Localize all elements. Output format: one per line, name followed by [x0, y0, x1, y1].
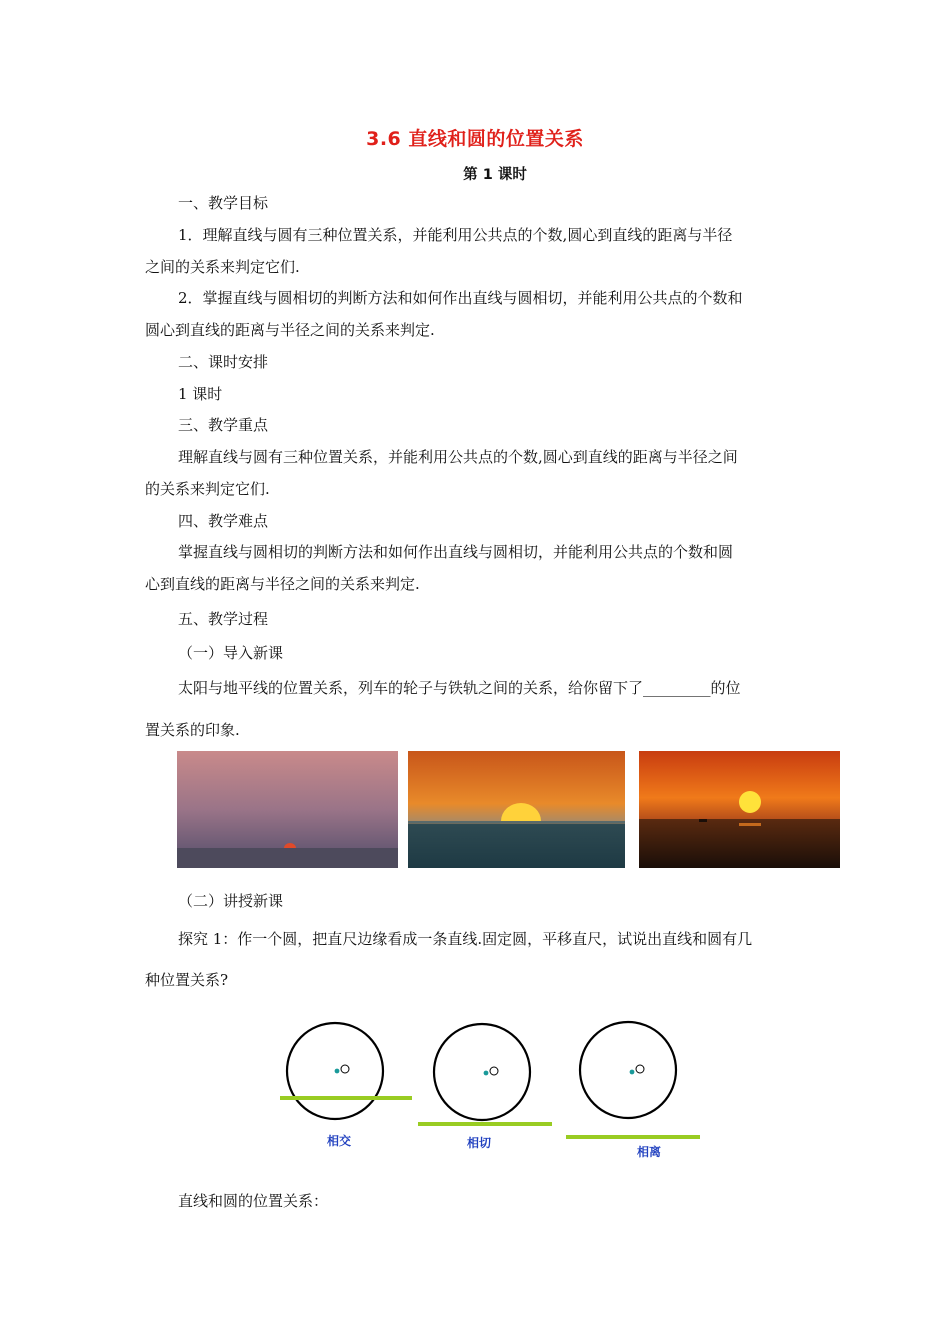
line-circle-diagram	[270, 1015, 710, 1165]
lesson-subtitle: 第 1 课时	[463, 167, 527, 183]
section-heading-key-points: 三、教学重点	[178, 416, 269, 434]
difficulties-line-1: 掌握直线与圆相切的判断方法和如何作出直线与圆相切，并能利用公共点的个数和圆	[178, 543, 734, 561]
tangent-figure	[418, 1024, 552, 1150]
intro-line-1: 太阳与地平线的位置关系，列车的轮子与铁轨之间的关系，给你留下了_________的位	[178, 679, 741, 697]
difficulties-line-2: 心到直线的距离与半径之间的关系来判定.	[145, 575, 420, 593]
section-heading-objectives: 一、教学目标	[178, 194, 269, 212]
schedule-text: 1 课时	[178, 385, 223, 403]
section-heading-difficulties: 四、教学难点	[178, 512, 269, 530]
sunset-photo-3	[639, 751, 840, 868]
position-relation-line: 直线和圆的位置关系：	[178, 1192, 329, 1210]
explore-line-2: 种位置关系?	[145, 971, 229, 989]
sunset-photo-2	[408, 751, 625, 868]
intro-line-2: 置关系的印象.	[145, 721, 240, 739]
objective-1-line-2: 之间的关系来判定它们.	[145, 258, 300, 276]
subsection-heading-new-lesson: （二）讲授新课	[178, 892, 284, 910]
label-intersect: 相交	[327, 1134, 352, 1148]
section-heading-process: 五、教学过程	[178, 610, 269, 628]
section-heading-schedule: 二、课时安排	[178, 353, 269, 371]
sunset-photo-1	[177, 751, 398, 868]
label-separate: 相离	[637, 1145, 662, 1159]
separate-figure	[566, 1022, 700, 1159]
key-points-line-1: 理解直线与圆有三种位置关系，并能利用公共点的个数,圆心到直线的距离与半径之间	[178, 448, 738, 466]
intersect-figure	[280, 1023, 412, 1148]
objective-2-line-2: 圆心到直线的距离与半径之间的关系来判定.	[145, 321, 435, 339]
objective-1-line-1: 1．理解直线与圆有三种位置关系，并能利用公共点的个数,圆心到直线的距离与半径	[178, 226, 733, 244]
page-title: 3.6 直线和圆的位置关系	[366, 128, 584, 150]
label-tangent: 相切	[467, 1136, 492, 1150]
key-points-line-2: 的关系来判定它们.	[145, 480, 270, 498]
subsection-heading-intro: （一）导入新课	[178, 644, 284, 662]
explore-line-1: 探究 1：作一个圆，把直尺边缘看成一条直线.固定圆，平移直尺，试说出直线和圆有几	[178, 930, 753, 948]
objective-2-line-1: 2．掌握直线与圆相切的判断方法和如何作出直线与圆相切，并能利用公共点的个数和	[178, 289, 743, 307]
